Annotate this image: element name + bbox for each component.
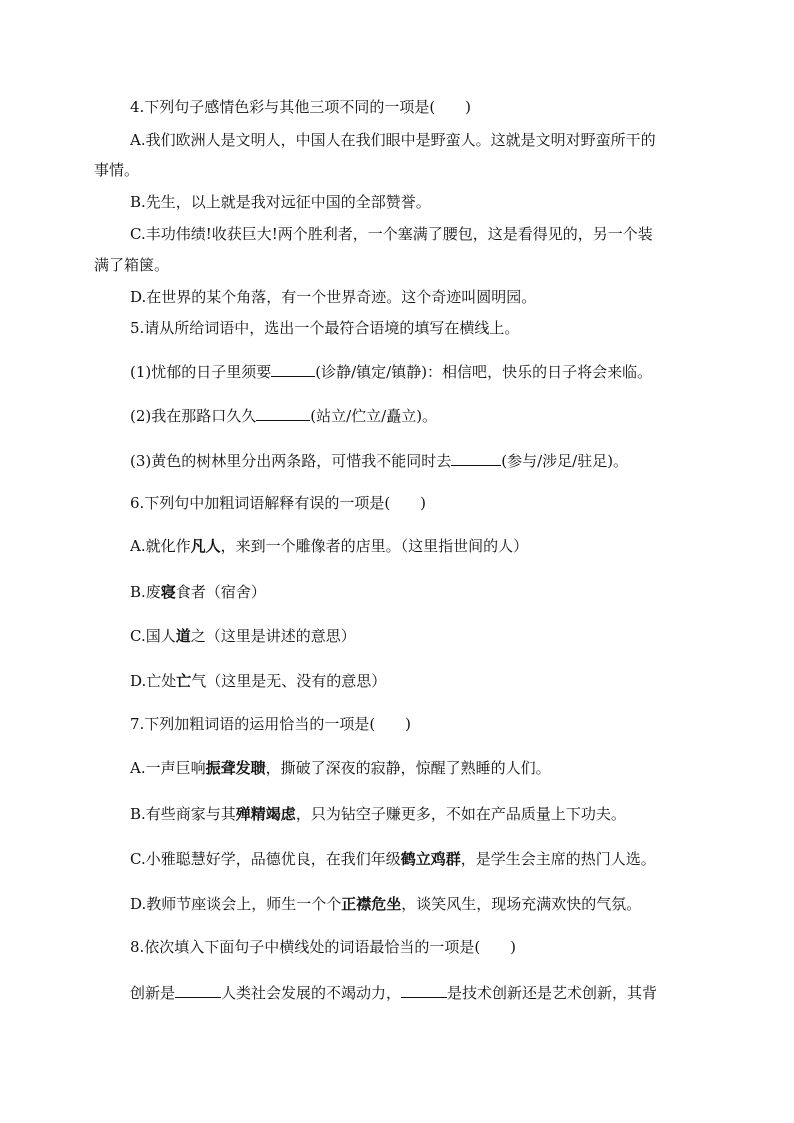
fill-in-blank[interactable] <box>271 362 315 377</box>
bold-term: 振聋发聩 <box>205 759 266 777</box>
option-text: A.一声巨响 <box>130 759 206 777</box>
question-6-option-d <box>0 671 794 691</box>
bold-term: 寝 <box>160 583 176 601</box>
bold-term: 正襟危坐 <box>341 895 402 913</box>
question-4-stem: 4.下列句子感情色彩与其他三项不同的一项是( ) <box>130 98 472 116</box>
question-5-sentence-1 <box>0 362 794 382</box>
sentence-2-before-blank: (2)我在那路口久久 <box>130 407 257 425</box>
sentence-3-after-blank: (参与/涉足/驻足)。 <box>501 452 629 470</box>
question-6-stem: 6.下列句中加粗词语解释有误的一项是( ) <box>130 494 427 512</box>
option-text: ，谈笑风生，现场充满欢快的气氛。 <box>401 895 642 913</box>
sentence-1-before-blank: (1)忧郁的日子里须要 <box>130 363 272 381</box>
option-text: C.小雅聪慧好学，品德优良，在我们年级 <box>130 850 401 868</box>
question-7-option-b <box>0 804 794 824</box>
option-text: 之（这里是讲述的意思） <box>190 627 356 645</box>
text-before-blank-1: 创新是 <box>130 984 176 1002</box>
question-4-option-b: B.先生，以上就是我对远征中国的全部赞誉。 <box>130 193 431 211</box>
option-text: 气（这里是无、没有的意思） <box>191 672 387 690</box>
question-8-stem: 8.依次填入下面句子中横线处的词语最恰当的一项是( ) <box>130 938 517 956</box>
question-7-option-d <box>0 894 794 914</box>
question-7-stem: 7.下列加粗词语的运用恰当的一项是( ) <box>130 715 412 733</box>
question-4-option-d: D.在世界的某个角落，有一个世界奇迹。这个奇迹叫圆明园。 <box>130 288 537 306</box>
bold-term: 鹤立鸡群 <box>400 850 461 868</box>
question-6-option-a <box>0 536 794 556</box>
option-text: B.废 <box>130 583 161 601</box>
question-6-option-c <box>0 626 794 646</box>
option-text: ，只为钻空子赚更多，不如在产品质量上下功夫。 <box>295 805 626 823</box>
text-between-blanks: 人类社会发展的不竭动力， <box>221 984 402 1002</box>
question-7-option-c <box>0 849 794 869</box>
question-6-option-b <box>0 582 794 602</box>
question-4-option-a-line-1: A.我们欧洲人是文明人，中国人在我们眼中是野蛮人。这就是文明对野蛮所干的 <box>130 131 656 149</box>
question-4-option-c-line-1: C.丰功伟绩!收获巨大!两个胜利者，一个塞满了腰包，这是看得见的，另一个装 <box>130 225 653 243</box>
question-7-option-a <box>0 758 794 778</box>
option-text: B.有些商家与其 <box>130 805 236 823</box>
question-5-sentence-3 <box>0 451 794 471</box>
option-text: ，是学生会主席的热门人选。 <box>460 850 656 868</box>
text-after-blank-2: 是技术创新还是艺术创新，其背 <box>447 984 658 1002</box>
question-4-option-a-line-2: 事情。 <box>94 161 140 179</box>
question-4-option-c-line-2: 满了箱箧。 <box>94 256 170 274</box>
option-text: D.亡处 <box>130 672 177 690</box>
option-text: C.国人 <box>130 627 176 645</box>
sentence-1-after-blank: (诊静/镇定/镇静)：相信吧，快乐的日子将会来临。 <box>315 363 653 381</box>
question-5-stem: 5.请从所给词语中，选出一个最符合语境的填写在横线上。 <box>130 319 520 337</box>
bold-term: 殚精竭虑 <box>235 805 296 823</box>
question-5-sentence-2 <box>0 406 794 426</box>
sentence-3-before-blank: (3)黄色的树林里分出两条路，可惜我不能同时去 <box>130 452 452 470</box>
fill-in-blank[interactable] <box>401 983 447 998</box>
fill-in-blank[interactable] <box>451 451 501 466</box>
option-text: ，来到一个雕像者的店里。（这里指世间的人） <box>220 537 529 555</box>
option-text: D.教师节座谈会上，师生一个个 <box>130 895 342 913</box>
option-text: ，撕破了深夜的寂静，惊醒了熟睡的人们。 <box>265 759 551 777</box>
option-text: 食者（宿舍） <box>175 583 266 601</box>
bold-term: 道 <box>175 627 191 645</box>
bold-term: 亡 <box>176 672 192 690</box>
fill-in-blank[interactable] <box>175 983 221 998</box>
fill-in-blank[interactable] <box>256 406 310 421</box>
bold-term: 凡人 <box>190 537 221 555</box>
option-text: A.就化作 <box>130 537 191 555</box>
question-8-text <box>0 983 794 1003</box>
sentence-2-after-blank: (站立/伫立/矗立)。 <box>310 407 438 425</box>
